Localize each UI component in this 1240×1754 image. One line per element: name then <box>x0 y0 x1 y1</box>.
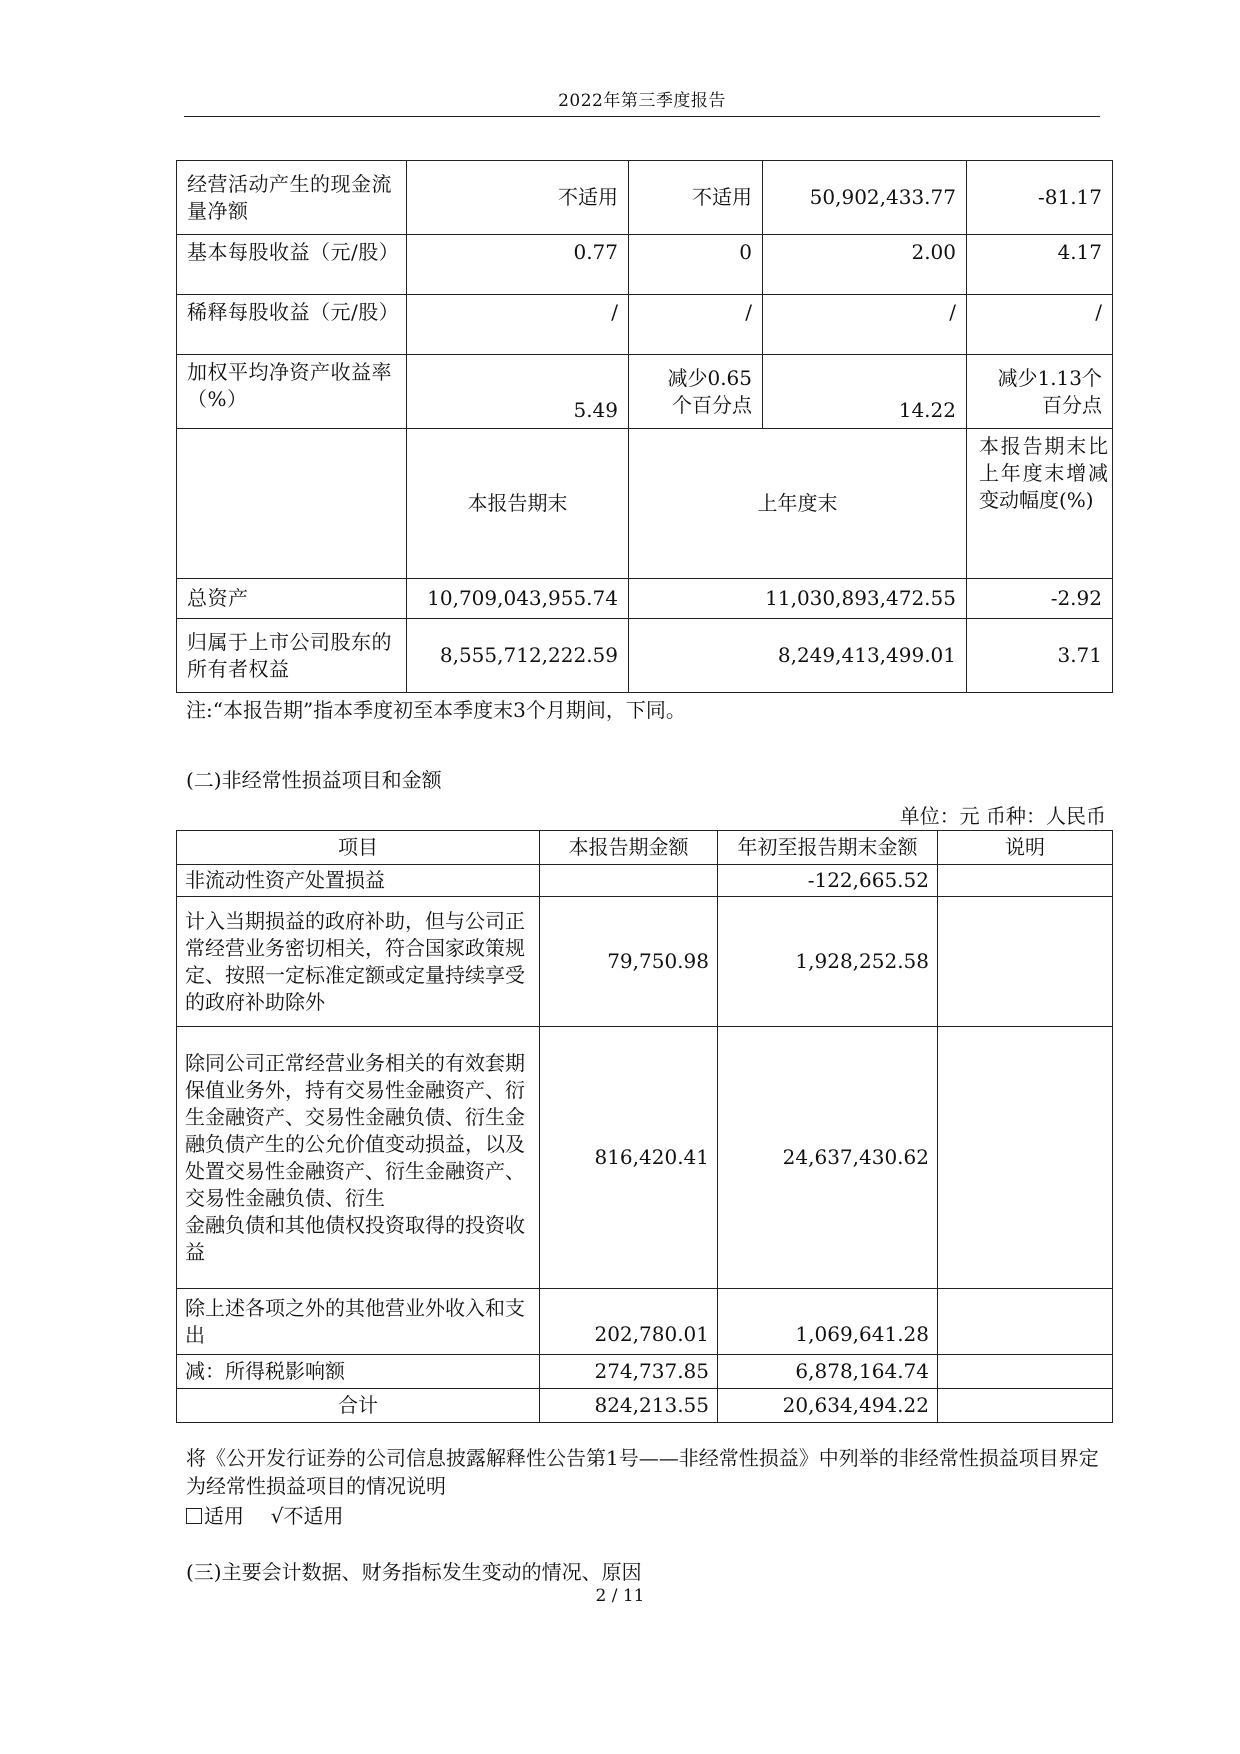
item-label: 减：所得税影响额 <box>177 1355 540 1389</box>
table-subheader-row <box>177 429 1113 579</box>
description <box>938 865 1113 897</box>
column-header: 说明 <box>938 831 1113 865</box>
row-label: 基本每股收益（元/股） <box>177 235 407 295</box>
cell-value: 4.17 <box>967 235 1113 295</box>
table-row <box>177 161 1113 235</box>
total-ytd-amount: 20,634,494.22 <box>718 1389 938 1423</box>
table-row <box>177 355 1113 429</box>
ytd-amount: 24,637,430.62 <box>718 1027 938 1289</box>
current-amount: 274,737.85 <box>540 1355 718 1389</box>
table-row <box>177 1289 1113 1355</box>
non-recurring-items-table <box>176 830 1113 1423</box>
cell-value <box>967 355 1113 429</box>
cell-value <box>629 355 763 429</box>
cell-value: 0 <box>629 235 763 295</box>
description <box>938 897 1113 1027</box>
row-label: 稀释每股收益（元/股） <box>177 295 407 355</box>
table-header-row <box>177 831 1113 865</box>
row-label: 归属于上市公司股东的所有者权益 <box>177 619 407 693</box>
ytd-amount: 1,069,641.28 <box>718 1289 938 1355</box>
cell-value: 2.00 <box>763 235 967 295</box>
ytd-amount: 6,878,164.74 <box>718 1355 938 1389</box>
applicability-options <box>186 1500 343 1529</box>
unit-currency-label: 单位：元 币种：人民币 <box>899 804 1106 828</box>
cell-value: 14.22 <box>763 355 967 429</box>
item-label: 非流动性资产处置损益 <box>177 865 540 897</box>
column-header: 本报告期末 <box>407 429 629 579</box>
cell-value: / <box>629 295 763 355</box>
column-header: 年初至报告期末金额 <box>718 831 938 865</box>
item-label: 除上述各项之外的其他营业外收入和支出 <box>177 1289 540 1355</box>
total-label: 合计 <box>177 1389 540 1423</box>
item-label <box>177 1027 540 1289</box>
description <box>938 1027 1113 1289</box>
table-total-row <box>177 1389 1113 1423</box>
table-row <box>177 1027 1113 1289</box>
unchecked-box-icon <box>186 1508 202 1524</box>
item-label: 计入当期损益的政府补助，但与公司正常经营业务密切相关，符合国家政策规定、按照一定标准定额或定量持续享受的政府补助除外 <box>177 897 540 1027</box>
cell-value: 3.71 <box>967 619 1113 693</box>
column-header: 本报告期金额 <box>540 831 718 865</box>
cell-value: / <box>763 295 967 355</box>
current-amount: 202,780.01 <box>540 1289 718 1355</box>
option-not-applicable: √不适用 <box>270 1504 344 1528</box>
column-header: 上年度末 <box>629 429 967 579</box>
current-amount: 79,750.98 <box>540 897 718 1027</box>
key-financial-data-table <box>176 160 1113 693</box>
section-title: (二)非经常性损益项目和金额 <box>186 768 442 792</box>
row-label: 加权平均净资产收益率（%） <box>177 355 407 429</box>
cell-value: -81.17 <box>967 161 1113 235</box>
cell-line: 个百分点 <box>672 392 752 417</box>
page-header-title: 2022年第三季度报告 <box>558 91 726 111</box>
ytd-amount: -122,665.52 <box>718 865 938 897</box>
table-row <box>177 235 1113 295</box>
description <box>938 1289 1113 1355</box>
cell-value: 50,902,433.77 <box>763 161 967 235</box>
cell-value: 0.77 <box>407 235 629 295</box>
table-row <box>177 579 1113 619</box>
cell-value: 11,030,893,472.55 <box>629 579 967 619</box>
current-amount: 816,420.41 <box>540 1027 718 1289</box>
description <box>938 1355 1113 1389</box>
row-label: 总资产 <box>177 579 407 619</box>
cell-value: 10,709,043,955.74 <box>407 579 629 619</box>
explanation-paragraph: 将《公开发行证券的公司信息披露解释性公告第1号——非经常性损益》中列举的非经常性损益项目界定为经常性损益项目的情况说明 <box>186 1446 1099 1498</box>
cell-value: / <box>967 295 1113 355</box>
table-row <box>177 619 1113 693</box>
table-footnote: 注:“本报告期”指本季度初至本季度末3个月期间，下同。 <box>186 698 686 722</box>
ytd-amount: 1,928,252.58 <box>718 897 938 1027</box>
item-label-text: 金融负债和其他债权投资取得的投资收益 <box>185 1212 525 1264</box>
row-label: 经营活动产生的现金流量净额 <box>177 161 407 235</box>
cell-value: 8,555,712,222.59 <box>407 619 629 693</box>
cell-value: 8,249,413,499.01 <box>629 619 967 693</box>
option-applicable: 适用 <box>204 1504 244 1528</box>
section-title: (三)主要会计数据、财务指标发生变动的情况、原因 <box>186 1560 642 1584</box>
cell-value: 5.49 <box>407 355 629 429</box>
cell-line: 百分点 <box>1042 392 1102 417</box>
table-row <box>177 1355 1113 1389</box>
empty-cell <box>177 429 407 579</box>
cell-value: -2.92 <box>967 579 1113 619</box>
cell-line: 减少1.13个 <box>997 365 1102 390</box>
item-label-text: 除同公司正常经营业务相关的有效套期保值业务外，持有交易性金融资产、衍生金融资产、交易性金融负债、衍生金融负债产生的公允价值变动损益，以及处置交易性金融资产、衍生金融资产、交易性金融负债、衍生 <box>185 1050 525 1210</box>
page-number: 2 / 11 <box>595 1586 645 1606</box>
cell-value: / <box>407 295 629 355</box>
cell-line: 减少0.65 <box>667 365 752 390</box>
table-row <box>177 897 1113 1027</box>
total-current-amount: 824,213.55 <box>540 1389 718 1423</box>
column-header: 本报告期末比上年度末增减变动幅度(%) <box>967 429 1113 579</box>
table-row <box>177 295 1113 355</box>
cell-value: 不适用 <box>407 161 629 235</box>
table-row <box>177 865 1113 897</box>
current-amount <box>540 865 718 897</box>
header-divider <box>184 116 1100 117</box>
cell-value: 不适用 <box>629 161 763 235</box>
description <box>938 1389 1113 1423</box>
column-header: 项目 <box>177 831 540 865</box>
